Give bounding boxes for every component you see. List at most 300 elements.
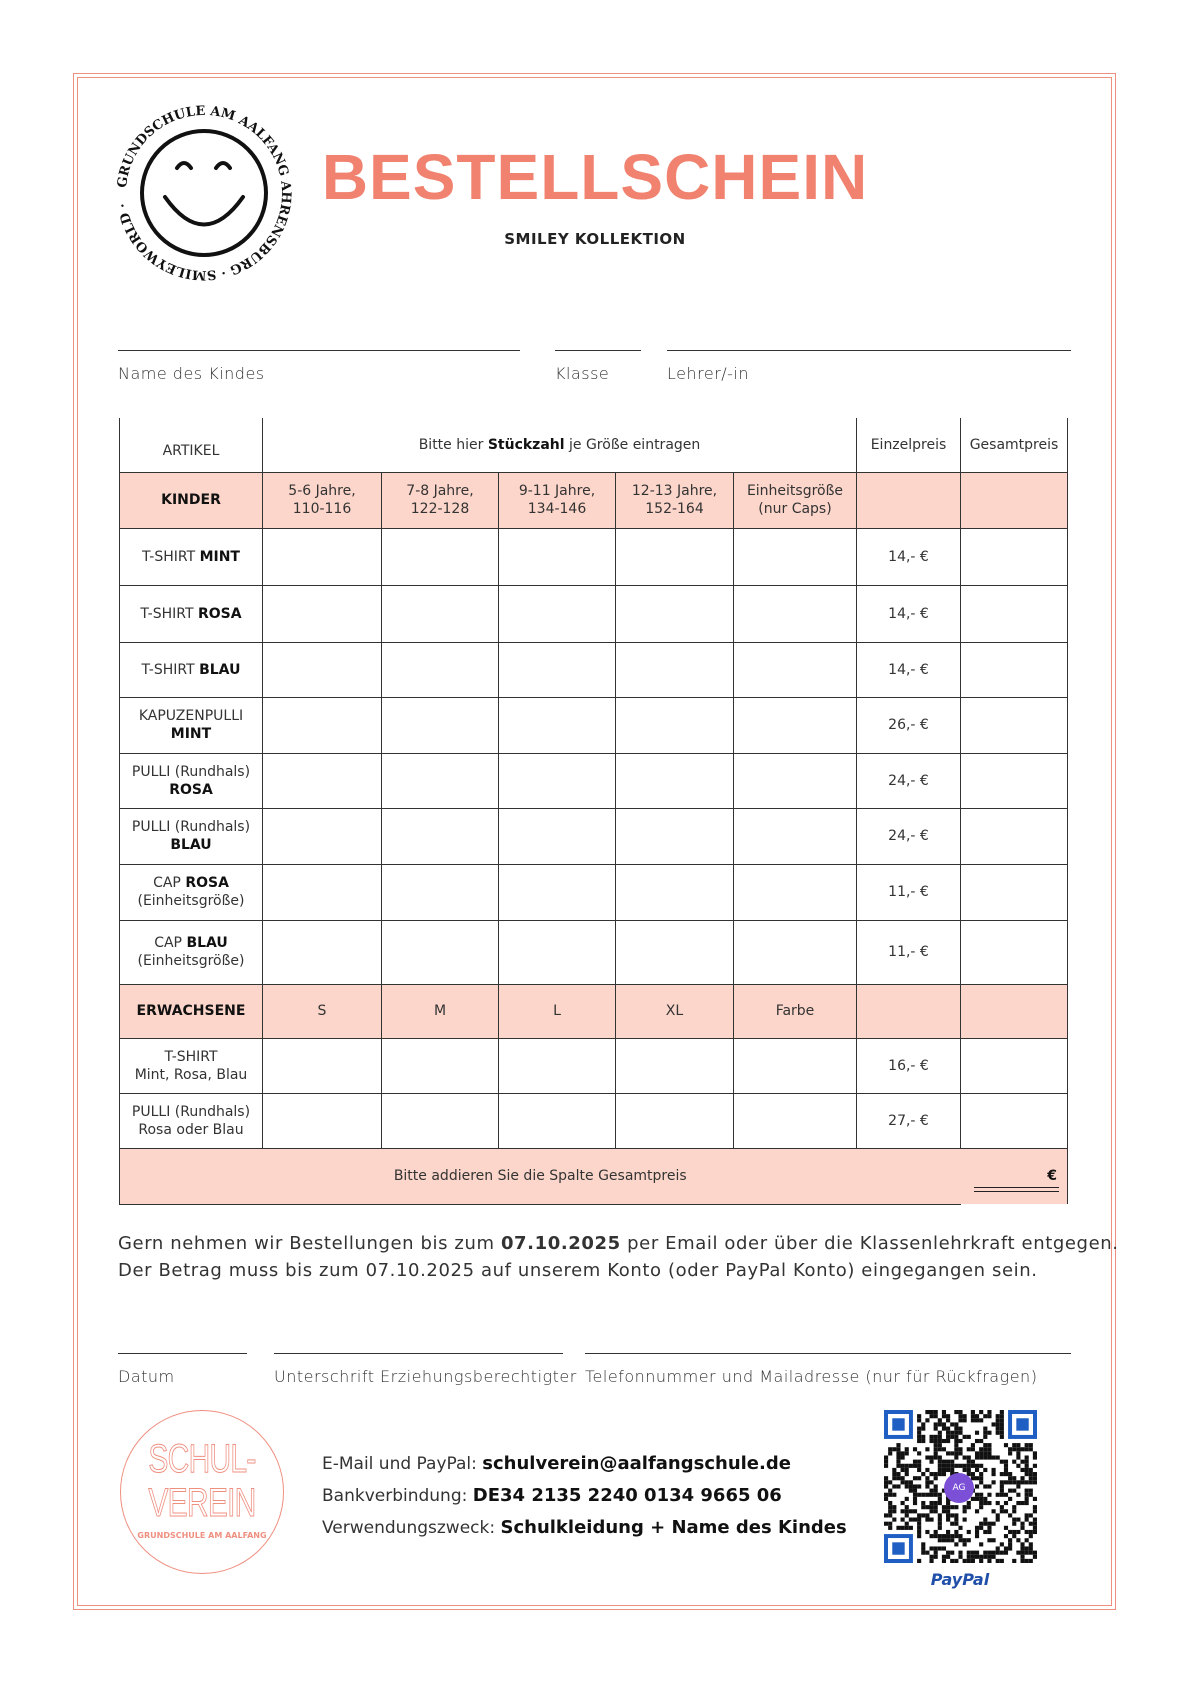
qr-module <box>934 1484 938 1488</box>
qr-module <box>992 1422 996 1426</box>
qr-module <box>1004 1443 1008 1447</box>
qr-module <box>958 1451 962 1455</box>
qr-module <box>1020 1460 1024 1464</box>
quantity-cell[interactable] <box>616 920 734 984</box>
quantity-cell[interactable] <box>382 697 499 753</box>
qr-module <box>950 1451 954 1455</box>
qr-module <box>971 1464 975 1468</box>
qr-module <box>958 1410 962 1414</box>
qr-module <box>1025 1551 1029 1555</box>
qr-module <box>954 1435 958 1439</box>
qr-module <box>1029 1493 1033 1497</box>
qr-module <box>892 1472 896 1476</box>
qr-module <box>934 1443 938 1447</box>
qr-module <box>917 1476 921 1480</box>
qr-module <box>987 1559 991 1563</box>
svg-text:GRUNDSCHULE AM AALFANG AHRENSB: GRUNDSCHULE AM AALFANG AHRENSBURG · SMILEYWORLD · <box>115 103 294 283</box>
qr-module <box>963 1518 967 1522</box>
quantity-cell[interactable] <box>616 864 734 920</box>
qr-module <box>979 1451 983 1455</box>
qr-module <box>971 1418 975 1422</box>
qr-module <box>954 1427 958 1431</box>
qr-module <box>942 1559 946 1563</box>
qr-module <box>934 1422 938 1426</box>
qr-module <box>892 1476 896 1480</box>
quantity-cell[interactable] <box>616 1093 734 1148</box>
qr-module <box>967 1447 971 1451</box>
paypal-logo: PayPal <box>930 1570 990 1589</box>
total-cell[interactable] <box>961 642 1068 697</box>
qr-module <box>938 1546 942 1550</box>
qr-finder-center <box>1016 1418 1028 1430</box>
qr-module <box>996 1551 1000 1555</box>
table-row <box>120 920 1068 984</box>
sum-label: Bitte addieren Sie die Spalte Gesamtpreis <box>120 1148 961 1204</box>
qr-module <box>967 1559 971 1563</box>
qr-module <box>917 1468 921 1472</box>
qr-module <box>946 1468 950 1472</box>
qr-module <box>996 1513 1000 1517</box>
qr-module <box>913 1497 917 1501</box>
qr-module <box>921 1546 925 1550</box>
qr-module <box>888 1509 892 1513</box>
qr-module <box>946 1530 950 1534</box>
qr-module <box>929 1410 933 1414</box>
qr-module <box>992 1538 996 1542</box>
total-cell[interactable] <box>961 808 1068 864</box>
qr-module <box>979 1555 983 1559</box>
quantity-cell[interactable] <box>382 642 499 697</box>
quantity-cell[interactable] <box>382 864 499 920</box>
qr-module <box>1033 1530 1037 1534</box>
lehrer-line[interactable] <box>667 350 1071 351</box>
qr-module <box>946 1427 950 1431</box>
qr-module <box>954 1542 958 1546</box>
qr-module <box>946 1513 950 1517</box>
qr-module <box>954 1451 958 1455</box>
quantity-cell[interactable] <box>382 753 499 808</box>
qr-module <box>1004 1480 1008 1484</box>
price-cell: 26,- € <box>857 697 961 753</box>
qr-module <box>967 1460 971 1464</box>
qr-module <box>971 1555 975 1559</box>
qr-module <box>905 1480 909 1484</box>
qr-module <box>1025 1493 1029 1497</box>
qr-module <box>925 1418 929 1422</box>
article-cell: T-SHIRT Mint, Rosa, Blau <box>120 1038 263 1093</box>
qr-module <box>896 1472 900 1476</box>
qr-module <box>929 1505 933 1509</box>
qr-module <box>1000 1480 1004 1484</box>
quantity-cell[interactable] <box>263 528 382 585</box>
qr-module <box>992 1480 996 1484</box>
qr-module <box>946 1518 950 1522</box>
qr-module <box>987 1431 991 1435</box>
qr-module <box>1008 1497 1012 1501</box>
qr-module <box>979 1472 983 1476</box>
qr-module <box>979 1455 983 1459</box>
qr-module <box>938 1422 942 1426</box>
qr-module <box>987 1526 991 1530</box>
qr-module <box>1025 1489 1029 1493</box>
qr-module <box>958 1427 962 1431</box>
klasse-label: Klasse <box>555 364 610 383</box>
quantity-cell[interactable] <box>499 920 616 984</box>
qr-module <box>934 1410 938 1414</box>
qr-module <box>909 1480 913 1484</box>
qr-module <box>996 1559 1000 1563</box>
erwachsene-header-row <box>120 984 1068 1038</box>
size-header: M <box>382 984 499 1038</box>
qr-module <box>1020 1501 1024 1505</box>
qr-module <box>950 1559 954 1563</box>
qr-module <box>1016 1451 1020 1455</box>
quantity-cell[interactable] <box>499 697 616 753</box>
qr-module <box>892 1493 896 1497</box>
qr-module <box>987 1551 991 1555</box>
qr-module <box>950 1513 954 1517</box>
qr-module <box>934 1505 938 1509</box>
qr-module <box>963 1435 967 1439</box>
telefon-label: Telefonnummer und Mailadresse (nur für Rückfragen) <box>585 1367 1038 1386</box>
qr-module <box>1025 1468 1029 1472</box>
qr-module <box>992 1551 996 1555</box>
total-cell[interactable] <box>961 585 1068 642</box>
qr-module <box>1004 1501 1008 1505</box>
quantity-cell[interactable] <box>734 1038 857 1093</box>
kinder-label: KINDER <box>120 472 263 528</box>
quantity-cell[interactable] <box>616 585 734 642</box>
qr-module <box>938 1439 942 1443</box>
qr-module <box>996 1431 1000 1435</box>
qr-module <box>921 1439 925 1443</box>
qr-module <box>884 1513 888 1517</box>
qr-module <box>1016 1464 1020 1468</box>
qr-module <box>942 1472 946 1476</box>
quantity-cell[interactable] <box>734 697 857 753</box>
quantity-cell[interactable] <box>734 585 857 642</box>
qr-module <box>1025 1546 1029 1550</box>
qr-module <box>1012 1522 1016 1526</box>
quantity-cell[interactable] <box>499 1093 616 1148</box>
qr-module <box>967 1505 971 1509</box>
qr-module <box>971 1460 975 1464</box>
qr-module <box>909 1464 913 1468</box>
qr-module <box>963 1505 967 1509</box>
qr-module <box>1016 1538 1020 1542</box>
qr-module <box>917 1493 921 1497</box>
quantity-cell[interactable] <box>263 1093 382 1148</box>
qr-module <box>913 1509 917 1513</box>
header-hint: Bitte hier Stückzahl je Größe eintragen <box>263 418 857 472</box>
qr-module <box>1012 1476 1016 1480</box>
qr-module <box>967 1530 971 1534</box>
qr-module <box>975 1555 979 1559</box>
quantity-cell[interactable] <box>382 1093 499 1148</box>
email-link[interactable]: schulverein@aalfangschule.de <box>482 1453 791 1474</box>
qr-module <box>934 1546 938 1550</box>
qr-module <box>929 1534 933 1538</box>
total-cell[interactable] <box>961 753 1068 808</box>
qr-module <box>950 1422 954 1426</box>
qr-module <box>901 1464 905 1468</box>
qr-module <box>983 1431 987 1435</box>
qr-module <box>938 1513 942 1517</box>
qr-module <box>921 1513 925 1517</box>
qr-module <box>942 1555 946 1559</box>
qr-module <box>896 1447 900 1451</box>
qr-module <box>921 1501 925 1505</box>
qr-module <box>892 1509 896 1513</box>
qr-module <box>938 1460 942 1464</box>
kinder-header-row <box>120 472 1068 528</box>
qr-module <box>954 1505 958 1509</box>
qr-module <box>954 1439 958 1443</box>
qr-module <box>1025 1472 1029 1476</box>
qr-module <box>1029 1476 1033 1480</box>
qr-module <box>909 1526 913 1530</box>
qr-module <box>1016 1455 1020 1459</box>
quantity-cell[interactable] <box>382 920 499 984</box>
qr-module <box>905 1451 909 1455</box>
qr-module <box>934 1555 938 1559</box>
qr-module <box>901 1509 905 1513</box>
quantity-cell[interactable] <box>499 585 616 642</box>
table-row <box>120 808 1068 864</box>
qr-module <box>946 1551 950 1555</box>
qr-module <box>1029 1534 1033 1538</box>
qr-module <box>938 1447 942 1451</box>
qr-module <box>934 1451 938 1455</box>
qr-module <box>987 1455 991 1459</box>
qr-module <box>938 1522 942 1526</box>
quantity-cell[interactable] <box>734 528 857 585</box>
qr-module <box>917 1484 921 1488</box>
qr-module <box>921 1551 925 1555</box>
qr-module <box>996 1455 1000 1459</box>
qr-module <box>917 1414 921 1418</box>
quantity-cell[interactable] <box>263 1038 382 1093</box>
qr-module <box>979 1439 983 1443</box>
qr-module <box>971 1559 975 1563</box>
qr-module <box>1033 1497 1037 1501</box>
price-cell: 24,- € <box>857 753 961 808</box>
qr-module <box>971 1447 975 1451</box>
qr-module <box>1029 1472 1033 1476</box>
quantity-cell[interactable] <box>382 1038 499 1093</box>
qr-module <box>901 1526 905 1530</box>
total-cell[interactable] <box>961 920 1068 984</box>
quantity-cell[interactable] <box>263 864 382 920</box>
klasse-line[interactable] <box>555 350 641 351</box>
qr-module <box>946 1418 950 1422</box>
quantity-cell[interactable] <box>734 808 857 864</box>
qr-module <box>1016 1480 1020 1484</box>
qr-module <box>1033 1505 1037 1509</box>
qr-module <box>1020 1542 1024 1546</box>
qr-finder-center <box>892 1418 904 1430</box>
qr-module <box>892 1505 896 1509</box>
qr-module <box>913 1489 917 1493</box>
qr-module <box>905 1497 909 1501</box>
qr-module <box>946 1460 950 1464</box>
qr-module <box>979 1542 983 1546</box>
quantity-cell[interactable] <box>734 642 857 697</box>
qr-module <box>983 1427 987 1431</box>
qr-module <box>950 1538 954 1542</box>
qr-module <box>934 1501 938 1505</box>
size-header: 5-6 Jahre, 110-116 <box>263 472 382 528</box>
qr-module <box>1000 1472 1004 1476</box>
qr-module <box>983 1501 987 1505</box>
unterschrift-line[interactable] <box>274 1353 563 1354</box>
quantity-cell[interactable] <box>263 808 382 864</box>
qr-module <box>938 1534 942 1538</box>
name-line[interactable] <box>118 350 520 351</box>
unterschrift-label: Unterschrift Erziehungsberechtigter <box>274 1367 577 1386</box>
qr-module <box>1012 1505 1016 1509</box>
qr-module <box>958 1464 962 1468</box>
quantity-cell[interactable] <box>734 753 857 808</box>
quantity-cell[interactable] <box>734 864 857 920</box>
qr-module <box>913 1460 917 1464</box>
quantity-cell[interactable] <box>734 1093 857 1148</box>
qr-module <box>975 1493 979 1497</box>
quantity-cell[interactable] <box>263 920 382 984</box>
quantity-cell[interactable] <box>263 753 382 808</box>
quantity-cell[interactable] <box>499 642 616 697</box>
total-cell[interactable] <box>961 697 1068 753</box>
qr-module <box>888 1451 892 1455</box>
empty-cell <box>857 984 961 1038</box>
datum-line[interactable] <box>118 1353 247 1354</box>
qr-module <box>958 1551 962 1555</box>
qr-module <box>1025 1480 1029 1484</box>
qr-module <box>1004 1468 1008 1472</box>
qr-module <box>938 1472 942 1476</box>
qr-module <box>954 1447 958 1451</box>
total-cell[interactable] <box>961 528 1068 585</box>
qr-module <box>942 1538 946 1542</box>
quantity-cell[interactable] <box>616 808 734 864</box>
qr-module <box>971 1410 975 1414</box>
qr-module <box>1012 1518 1016 1522</box>
qr-module <box>1033 1464 1037 1468</box>
qr-module <box>987 1447 991 1451</box>
qr-module <box>1020 1551 1024 1555</box>
qr-module <box>996 1418 1000 1422</box>
qr-module <box>942 1464 946 1468</box>
qr-module <box>996 1414 1000 1418</box>
qr-module <box>992 1522 996 1526</box>
quantity-cell[interactable] <box>616 528 734 585</box>
quantity-cell[interactable] <box>616 1038 734 1093</box>
quantity-cell[interactable] <box>382 585 499 642</box>
qr-module <box>884 1460 888 1464</box>
article-cell: T-SHIRT ROSA <box>120 585 263 642</box>
qr-module <box>888 1505 892 1509</box>
quantity-cell[interactable] <box>382 808 499 864</box>
total-cell[interactable] <box>961 1038 1068 1093</box>
qr-module <box>934 1427 938 1431</box>
qr-module <box>1000 1484 1004 1488</box>
quantity-cell[interactable] <box>263 642 382 697</box>
quantity-cell[interactable] <box>499 528 616 585</box>
qr-module <box>946 1414 950 1418</box>
telefon-line[interactable] <box>585 1353 1071 1354</box>
quantity-cell[interactable] <box>616 753 734 808</box>
qr-module <box>1000 1431 1004 1435</box>
school-smiley-logo <box>113 102 295 284</box>
qr-module <box>1016 1493 1020 1497</box>
total-cell[interactable] <box>961 864 1068 920</box>
qr-module <box>971 1414 975 1418</box>
qr-module <box>896 1460 900 1464</box>
qr-module <box>971 1497 975 1501</box>
quantity-cell[interactable] <box>499 864 616 920</box>
qr-module <box>884 1480 888 1484</box>
qr-module <box>954 1559 958 1563</box>
qr-module <box>975 1497 979 1501</box>
qr-module <box>888 1493 892 1497</box>
total-cell[interactable] <box>961 1093 1068 1148</box>
quantity-cell[interactable] <box>616 642 734 697</box>
qr-module <box>983 1497 987 1501</box>
qr-module <box>992 1455 996 1459</box>
quantity-cell[interactable] <box>263 697 382 753</box>
sum-total-cell[interactable]: € <box>961 1148 1068 1204</box>
qr-module <box>1000 1427 1004 1431</box>
qr-module <box>996 1501 1000 1505</box>
qr-module <box>888 1522 892 1526</box>
qr-module <box>954 1530 958 1534</box>
qr-module <box>1008 1476 1012 1480</box>
qr-module <box>946 1534 950 1538</box>
table-row <box>120 642 1068 697</box>
qr-module <box>954 1431 958 1435</box>
quantity-cell[interactable] <box>263 585 382 642</box>
qr-module <box>1020 1555 1024 1559</box>
qr-module <box>987 1484 991 1488</box>
quantity-cell[interactable] <box>499 1038 616 1093</box>
size-header: 7-8 Jahre, 122-128 <box>382 472 499 528</box>
qr-module <box>938 1493 942 1497</box>
quantity-cell[interactable] <box>734 920 857 984</box>
qr-module <box>1000 1422 1004 1426</box>
qr-module <box>929 1414 933 1418</box>
qr-module <box>934 1455 938 1459</box>
qr-module <box>905 1513 909 1517</box>
quantity-cell[interactable] <box>499 753 616 808</box>
size-header: 12-13 Jahre, 152-164 <box>616 472 734 528</box>
quantity-cell[interactable] <box>616 697 734 753</box>
qr-module <box>1020 1476 1024 1480</box>
qr-module <box>917 1439 921 1443</box>
qr-module <box>888 1480 892 1484</box>
qr-module <box>1000 1489 1004 1493</box>
qr-module <box>1029 1443 1033 1447</box>
qr-module <box>1004 1551 1008 1555</box>
qr-module <box>909 1509 913 1513</box>
qr-module <box>929 1489 933 1493</box>
quantity-cell[interactable] <box>382 528 499 585</box>
qr-module <box>1033 1472 1037 1476</box>
qr-module <box>1008 1472 1012 1476</box>
qr-module <box>929 1493 933 1497</box>
qr-module <box>1025 1538 1029 1542</box>
table-row <box>120 585 1068 642</box>
quantity-cell[interactable] <box>499 808 616 864</box>
